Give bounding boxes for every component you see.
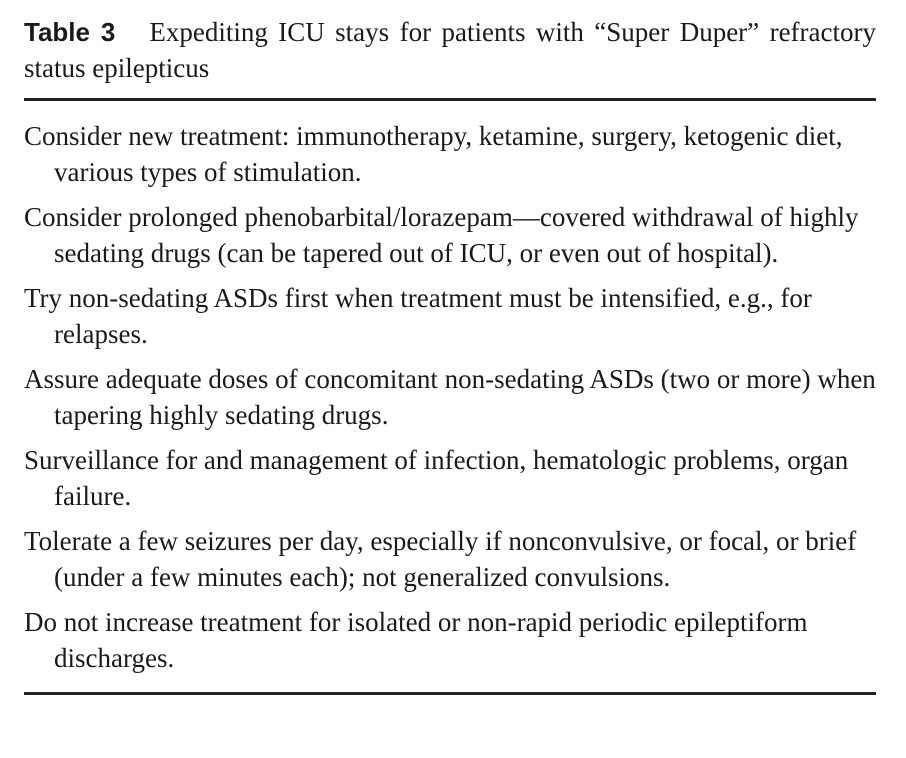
table-row: Consider prolonged phenobarbital/lorazepam—covered withdrawal of highly sedating drugs (can be tapered out of ICU, or even out of hospital). [24,202,859,268]
table-row: Do not increase treatment for isolated or non-rapid periodic epileptiform discharges. [24,607,808,673]
table-body [24,118,876,676]
table-title: Expediting ICU stays for patients with “Super Duper” refractory status epilepticus [24,17,876,83]
table-row: Surveillance for and management of infection, hematologic problems, organ failure. [24,445,849,511]
table-caption [24,14,876,86]
table-3 [24,14,876,695]
top-rule [24,98,876,101]
bottom-rule [24,692,876,695]
table-label: Table 3 [24,17,116,47]
table-row: Assure adequate doses of concomitant non-sedating ASDs (two or more) when tapering highly sedating drugs. [24,364,876,430]
table-row: Tolerate a few seizures per day, especially if nonconvulsive, or focal, or brief (under a few minutes each); not generalized convulsions. [24,526,857,592]
table-row: Consider new treatment: immunotherapy, ketamine, surgery, ketogenic diet, various types of stimulation. [24,121,843,187]
table-row: Try non-sedating ASDs first when treatment must be intensified, e.g., for relapses. [24,283,812,349]
